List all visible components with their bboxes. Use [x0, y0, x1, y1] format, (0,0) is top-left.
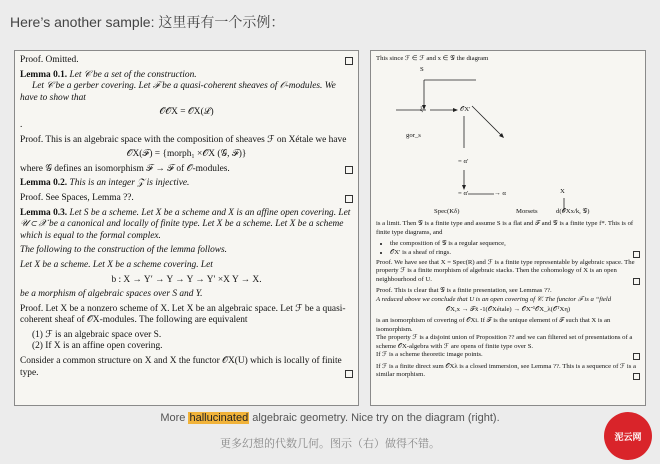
proof-block: Proof. Let X be a nonzero scheme of X. Let X be an algebraic space. Let ℱ be a quasi-coherent sheaf of 𝒪X-modules. The following are equivalent — [20, 303, 346, 326]
bullet-list — [376, 240, 640, 257]
list-item: (2) If X is an affine open covering. — [32, 341, 163, 352]
site-logo: 泥云网 — [604, 412, 652, 460]
qed-box-icon — [345, 195, 353, 203]
list-item: (1) ℱ is an algebraic space over S. — [32, 329, 162, 340]
statement: is a limit. Then 𝒢 is a finite type and assume S is a flat and ℱ and 𝒢 is a finite type f*. This is of finite type diagrams, and — [376, 220, 634, 236]
proof-block: Proof. We have see that X = Spec(R) and ℱ is a finite type representable by algebraic space. The property ℱ is a finite morphism of algebraic stacks. Then the cohomology of X is an open neighbourhood of U. — [376, 259, 640, 284]
left-sample-page: Proof. Omitted. Lemma 0.1. Let 𝒞 be a set of the construction. Let 𝒞 be a gerber covering. Let ℱ be a quasi-coherent sheaves of 𝒪-modules. We have to show that 𝒪𝒪X = 𝒪X(ℒ) . Proof. This is an algebraic space with the composition of sheaves ℱ on Xétale we have 𝒪X(ℱ) = {morph₁ ×𝒪X (𝒢, ℱ)} where 𝒢 defines an isomorphism ℱ → ℱ of 𝒪-modules. Lemma 0.2. This is an integer 𝒵 is injective. Proof. See Spaces, Lemma ??. Lemma 0.3. Let S be a scheme. Let X be a scheme and X is an affine open covering. Let 𝒰 ⊂ 𝒳 be a canonical and locally of finite type. Let X be a scheme. Let X be a scheme which is equal to the formal complex. The following to the construction of the lemma follows. Let X be a scheme. Let X be a scheme covering. Let b : X → Y′ → Y → Y → Y′ ×X Y → X. be a morphism of algebraic spaces over S and Y. Proof. Let X be a nonzero scheme of X. Let X be an algebraic space. Let ℱ be a quasi-coherent sheaf of 𝒪X-modules. The following are equivalent (1) ℱ is an algebraic space over S. (2) If X is an affine open covering. Consider a common structure on X and X the functor 𝒪X(U) which is locally of finite type. — [14, 50, 359, 406]
caption-chinese: 更多幻想的代数几何。图示（右）做得不错。 — [220, 438, 440, 450]
diagram-node: → α — [494, 190, 506, 198]
diagram-node: ξ — [420, 106, 423, 114]
diagram-node: X — [560, 188, 565, 196]
statement: is an isomorphism of covering of 𝒪Xi. If ℱ is the unique element of ℱ such that X is an isomorphism. — [376, 317, 611, 333]
qed-box-icon — [345, 166, 353, 174]
qed-box-icon — [633, 278, 640, 285]
lemma-0-2: Lemma 0.2. This is an integer 𝒵 is injective. — [20, 178, 190, 189]
qed-box-icon — [633, 353, 640, 360]
diagram-node: Spec(Kδ) — [434, 208, 460, 216]
qed-box-icon — [633, 251, 640, 258]
statement: This since ℱ ∈ ℱ and x ∈ 𝒢 the diagram — [376, 55, 489, 62]
diagram-node: d(𝒪Xx/k, 𝒢) — [556, 208, 590, 216]
diagram-node: Morsets — [516, 208, 538, 216]
statement: The following to the construction of the lemma follows. — [20, 245, 228, 256]
statement: The property ℱ is a disjoint union of Proposition ?? and we can filtered set of presentations of a scheme 𝒪X-algebra with ℱ are opens of finite type over S. — [376, 334, 633, 350]
equation: 𝒪𝒪X = 𝒪X(ℒ) — [159, 107, 214, 118]
proof-block: Proof. See Spaces, Lemma ??. — [20, 193, 353, 205]
equation: 𝒪X(ℱ) = {morph₁ ×𝒪X (𝒢, ℱ)} — [126, 149, 247, 160]
proof-block: Proof. This is an algebraic space with the composition of sheaves ℱ on Xétale we have — [20, 134, 347, 145]
commutative-diagram — [376, 66, 640, 216]
highlighted-word: hallucinated — [189, 412, 249, 424]
proof-block: Proof. This is clear that 𝒢 is a finite presentation, see Lemmas ??. — [376, 287, 552, 295]
intro-heading: Here’s another sample: 这里再有一个示例： — [10, 14, 285, 30]
lemma-0-1: Lemma 0.1. Let 𝒞 be a set of the construction. Let 𝒞 be a gerber covering. Let ℱ be a quasi-coherent sheaves of 𝒪-modules. We have to show that — [20, 69, 336, 103]
equation: 𝒪X,x → ℱx̄ -1(𝒪Xétale) → 𝒪X⁻¹𝒪X_λ(𝒪ᵀXη) — [445, 306, 571, 314]
list-item: • 𝒪X′ is a sheaf of rings. — [390, 249, 640, 257]
diagram-node: 𝒪X′ — [460, 106, 471, 114]
qed-box-icon — [345, 57, 353, 65]
statement: If ℱ is a finite direct sum 𝒪Xλ is a closed immersion, see Lemma ??. This is a sequence of ℱ is a similar morphism. — [376, 363, 640, 380]
proof-omitted: Proof. Omitted. — [20, 55, 353, 67]
list-item: • the composition of 𝒢 is a regular sequence, — [390, 240, 640, 248]
right-sample-page — [370, 50, 646, 406]
diagram-node: = α′ — [458, 158, 469, 166]
diagram-node: = α′ — [458, 190, 469, 198]
qed-box-icon — [633, 373, 640, 380]
diagram-arrows — [376, 66, 640, 216]
statement: A reduced above we conclude that U is an open covering of 𝒞. The functor ℱ is a “field — [376, 295, 612, 303]
statement: If ℱ is a scheme theoretic image points. — [376, 351, 640, 359]
qed-box-icon — [345, 370, 353, 378]
caption-english: More hallucinated algebraic geometry. Nice try on the diagram (right). — [160, 412, 500, 424]
statement: be a morphism of algebraic spaces over S and Y. — [20, 289, 203, 300]
diagram-node: S — [420, 66, 424, 74]
equation: b : X → Y′ → Y → Y → Y′ ×X Y → X. — [111, 274, 262, 285]
diagram-node: gor_s — [406, 132, 421, 140]
statement: Consider a common structure on X and X the functor 𝒪X(U) which is locally of finite type. — [20, 356, 353, 379]
statement: Let X be a scheme. Let X be a scheme covering. Let — [20, 259, 213, 270]
lemma-0-3: Lemma 0.3. Let S be a scheme. Let X be a scheme and X is an affine open covering. Let 𝒰 ⊂ 𝒳 be a canonical and locally of finite type. Let X be a scheme. Let X be a scheme which is equal to the formal complex. — [20, 207, 351, 241]
